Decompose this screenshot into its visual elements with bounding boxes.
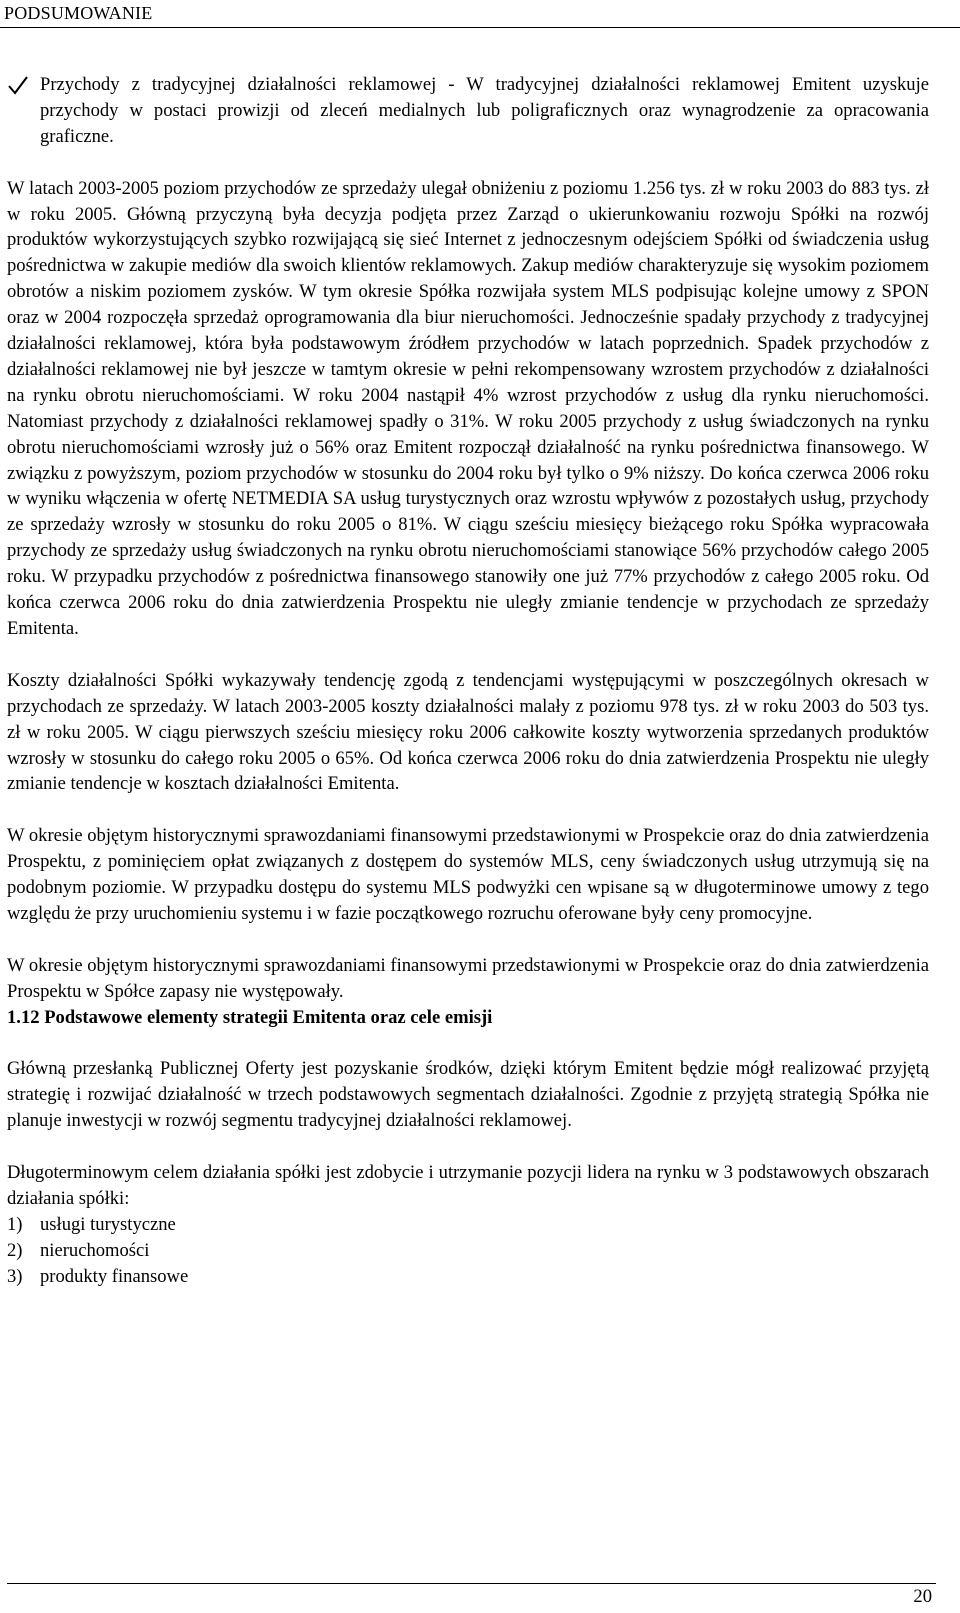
list-item (7, 1264, 929, 1290)
section-heading: 1.12 Podstawowe elementy strategii Emitenta oraz cele emisji (7, 1006, 493, 1028)
paragraph-strategy: Główną przesłanką Publicznej Oferty jest pozyskanie środków, dzięki którym Emitent będzie mógł realizować przyjętą strategię i rozwijać działalność w trzech podstawowych segmentach działalności. Zgodnie z przyjętą strategią Spółka nie planuje inwestycji w rozwój segmentu tradycyjnej działalności reklamowej. (7, 1058, 929, 1132)
paragraph-goal: Długoterminowym celem działania spółki jest zdobycie i utrzymanie pozycji lidera na rynku w 3 podstawowych obszarach działania spółki: (7, 1161, 929, 1209)
list-item-number: 2) (7, 1239, 23, 1261)
list-item-text: usługi turystyczne (40, 1213, 176, 1235)
list-item-number: 3) (7, 1265, 23, 1287)
list-item-text: produkty finansowe (40, 1265, 189, 1287)
paragraph-revenue: W latach 2003-2005 poziom przychodów ze sprzedaży ulegał obniżeniu z poziomu 1.256 tys. zł w roku 2003 do 883 tys. zł w roku 2005. Główną przyczyną była decyzja podjęta przez Zarząd o ukierunkowaniu rozwoju Spółki na rozwój produktów wykorzystujących szybko rozwijającą się sieć Internet z jednoczesnym odejściem Spółki od świadczenia usług pośrednictwa w zakupie mediów dla swoich klientów reklamowych. Zakup mediów charakteryzuje się wysokim poziomem obrotów a niskim poziomem zysków. W tym okresie Spółka rozwijała system MLS podpisując kolejne umowy z SPON oraz w 2004 rozpoczęła sprzedaż oprogramowania dla biur nieruchomości. Jednocześnie spadały przychody z tradycyjnej działalności reklamowej, która była podstawowym źródłem przychodów w latach poprzednich. Spadek przychodów z działalności reklamowej nie był jeszcze w tamtym okresie w pełni rekompensowany wzrostem przychodów z działalności na rynku obrotu nieruchomościami. W roku 2004 nastąpił 4% wzrost przychodów z usług dla rynku nieruchomości. Natomiast przychody z działalności reklamowej spadły o 31%. W roku 2005 przychody z usług świadczonych na rynku obrotu nieruchomościami wzrosły już o 56% oraz Emitent rozpoczął działalność na rynku pośrednictwa finansowego. W związku z powyższym, poziom przychodów w stosunku do 2004 roku był tylko o 9% niższy. Do końca czerwca 2006 roku w wyniku włączenia w ofertę NETMEDIA SA usług turystycznych oraz wzrostu wpływów z pozostałych usług, przychody ze sprzedaży wzrosły w stosunku do roku 2005 o 81%. W ciągu sześciu miesięcy bieżącego roku Spółka wypracowała przychody ze sprzedaży usług świadczonych na rynku obrotu nieruchomościami stanowiące 56% przychodów całego 2005 roku. W przypadku przychodów z pośrednictwa finansowego stanowiły one już 77% przychodów z całego 2005 roku. Od końca czerwca 2006 roku do dnia zatwierdzenia Prospektu nie uległy zmianie tendencje w przychodach ze sprzedaży Emitenta. (7, 177, 929, 640)
paragraph-prices: W okresie objętym historycznymi sprawozdaniami finansowymi przedstawionymi w Prospekcie oraz do dnia zatwierdzenia Prospektu, z pominięciem opłat związanych z dostępem do systemów MLS, ceny świadczonych usług utrzymują się na podobnym poziomie. W przypadku dostępu do systemu MLS podwyżki cen wpisane są w długoterminowe umowy z tego względu że przy uruchomieniu systemu i w fazie początkowego rozruchu oferowane były ceny promocyjne. (7, 825, 929, 924)
document-body (7, 72, 929, 1290)
list-item (7, 1212, 929, 1238)
header-title: PODSUMOWANIE (4, 3, 153, 23)
list-item-number: 1) (7, 1213, 23, 1235)
page-footer (0, 1571, 960, 1613)
page-number: 20 (913, 1586, 932, 1607)
intro-bullet-text: Przychody z tradycyjnej działalności reklamowej - W tradycyjnej działalności reklamowej Emitent uzyskuje przychody w postaci prowizji od zleceń medialnych lub poligraficznych oraz wynagrodzenie za opracowania graficzne. (40, 74, 929, 147)
list-item-text: nieruchomości (40, 1239, 150, 1261)
paragraph-costs: Koszty działalności Spółki wykazywały tendencję zgodą z tendencjami występującymi w poszczególnych okresach w przychodach ze sprzedaży. W latach 2003-2005 koszty działalności malały z poziomu 978 tys. zł w roku 2003 do 503 tys. zł w roku 2005. W ciągu pierwszych sześciu miesięcy roku 2006 całkowite koszty wytworzenia sprzedanych produktów wzrosły w stosunku do całego roku 2005 o 65%. Od końca czerwca 2006 roku do dnia zatwierdzenia Prospektu nie uległy zmianie tendencje w kosztach działalności Emitenta. (7, 669, 929, 795)
list-item (7, 1238, 929, 1264)
page-header (0, 0, 960, 28)
footer-divider (7, 1583, 936, 1584)
checkmark-icon (7, 74, 29, 96)
segments-list (7, 1212, 929, 1290)
paragraph-inventory: W okresie objętym historycznymi sprawozdaniami finansowymi przedstawionymi w Prospekcie oraz do dnia zatwierdzenia Prospektu w Spółce zapasy nie występowały. (7, 954, 929, 1002)
intro-bullet (7, 72, 929, 150)
